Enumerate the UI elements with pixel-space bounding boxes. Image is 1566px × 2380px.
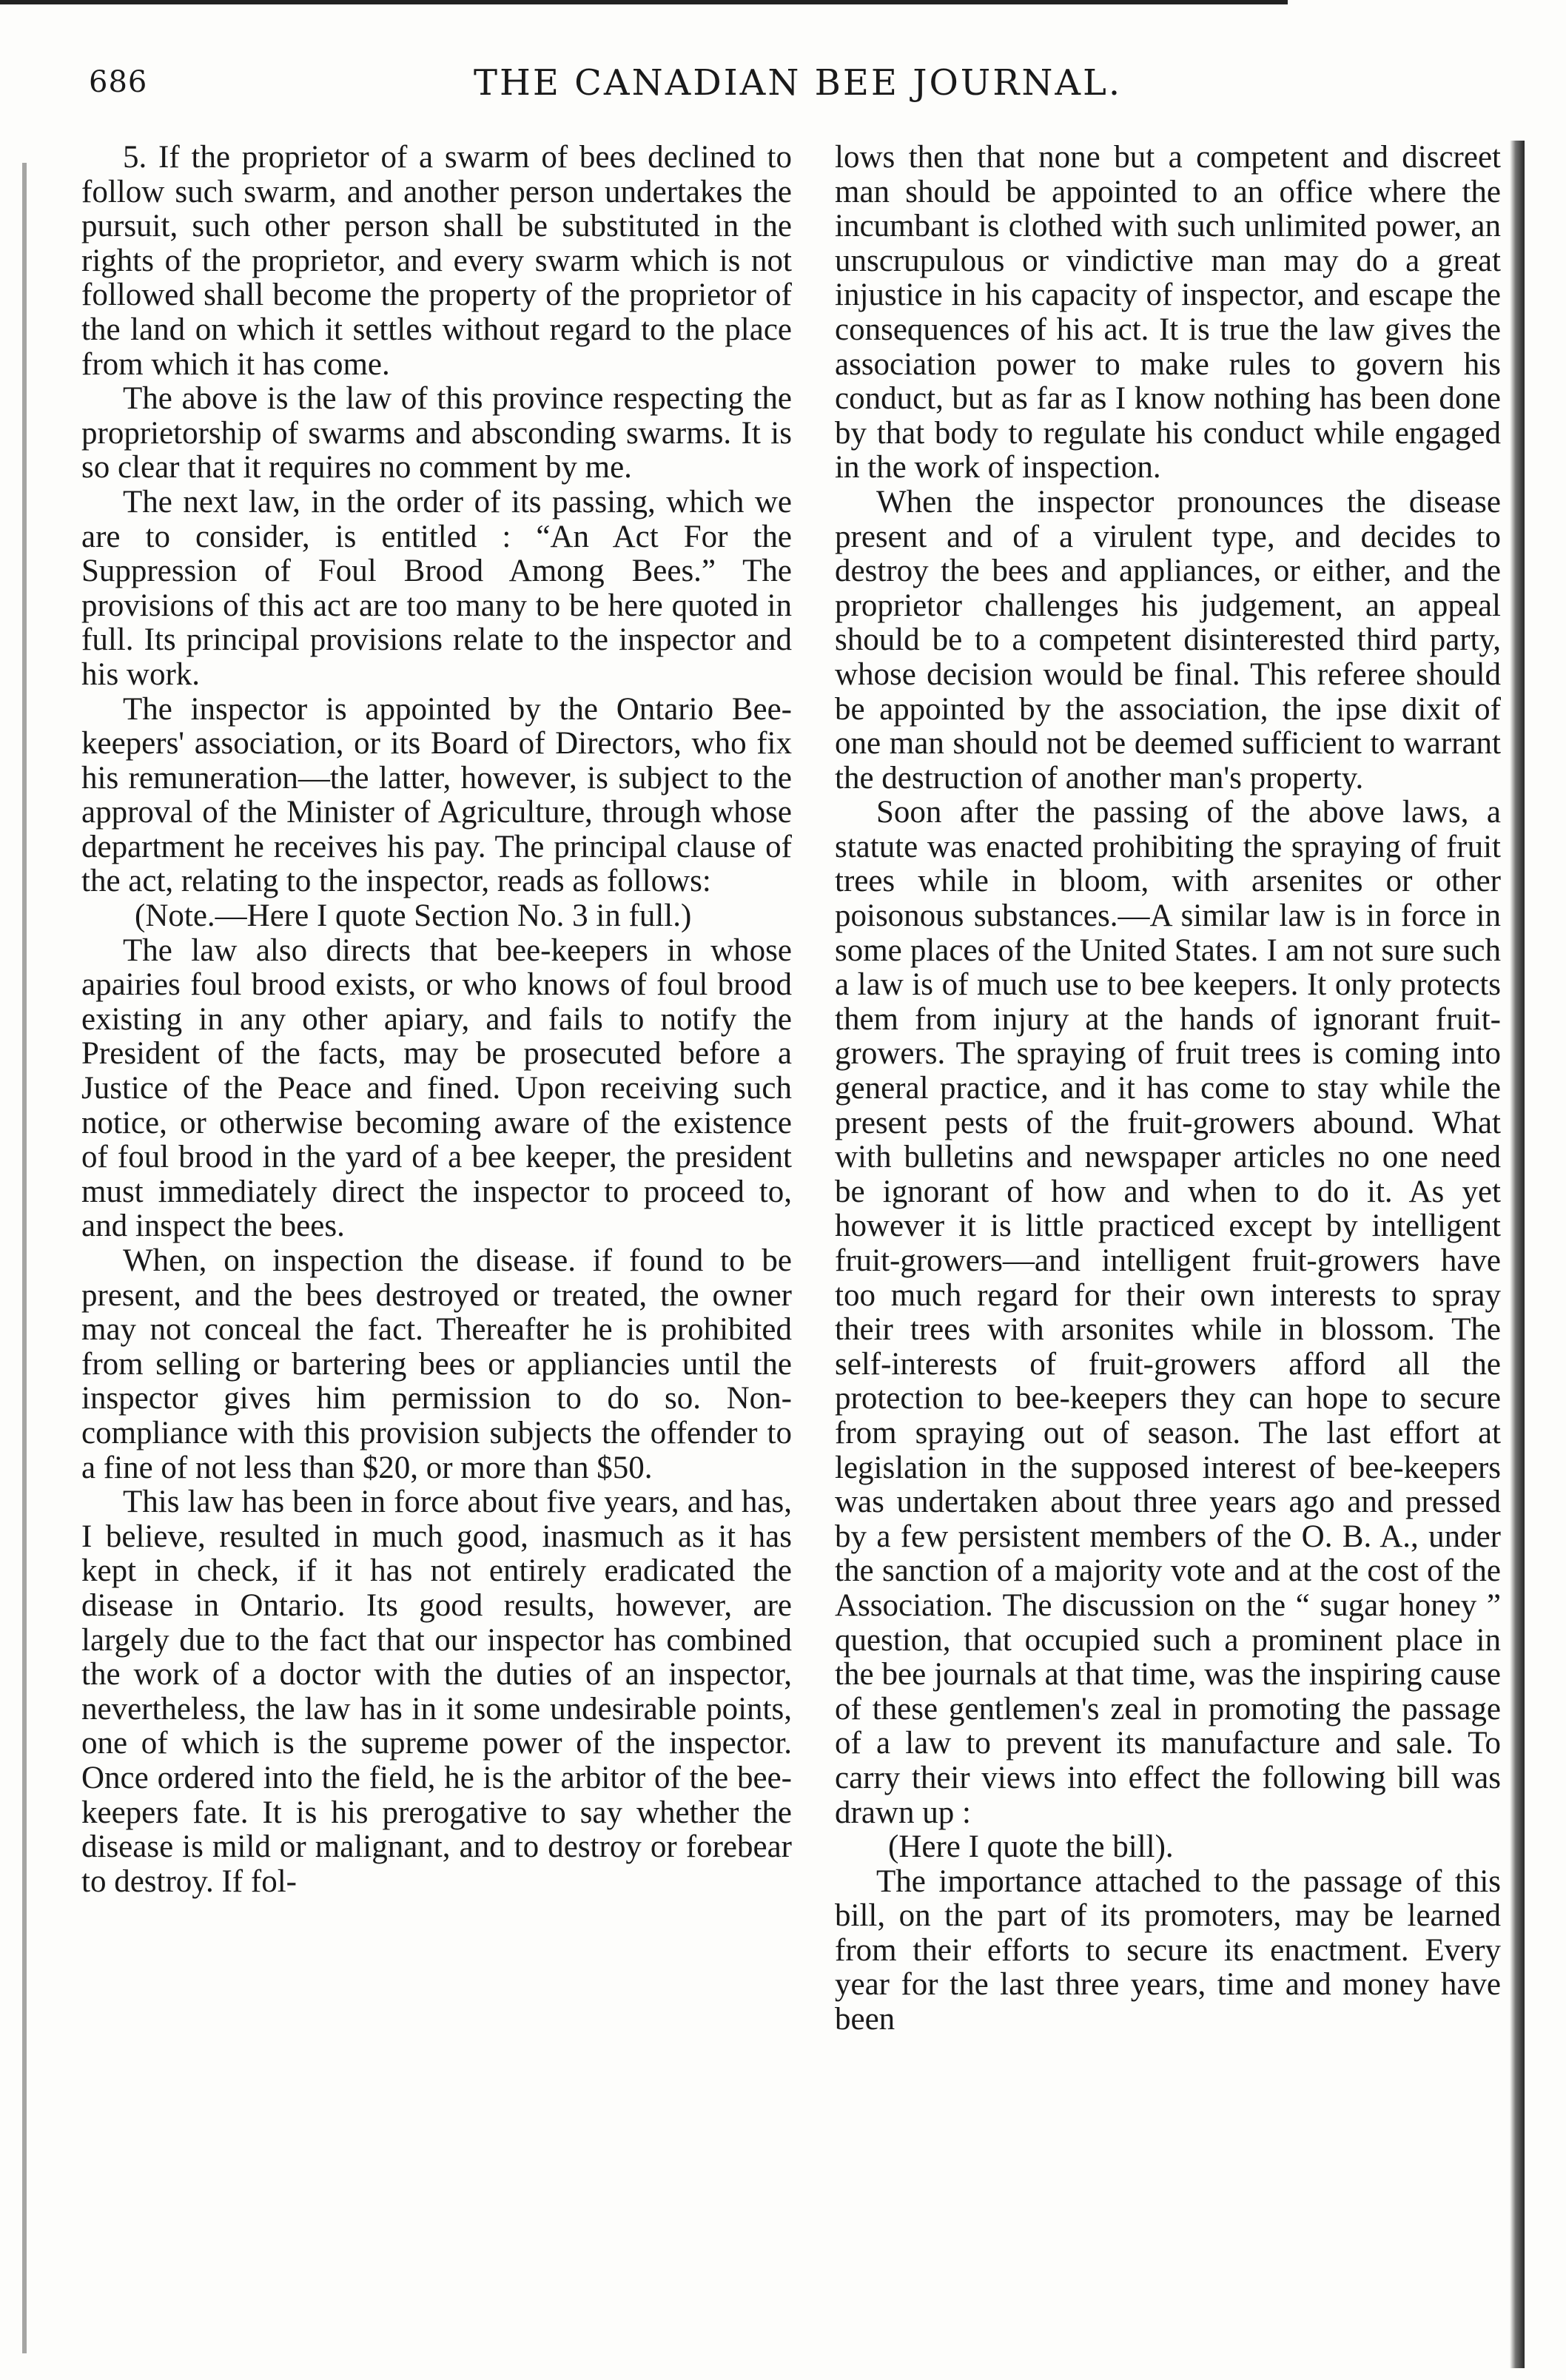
paragraph: 5. If the proprietor of a swarm of bees declined to follow such swarm, and another person undertakes the pursuit, such other person shall be substituted in the rights of the proprietor, and every swarm which is not followed shall become the property of the proprietor of the land on which it settles without regard to the place from which it has come. [81,140,792,382]
paragraph: The above is the law of this province respecting the proprietorship of swarms and absconding swarms. It is so clear that it requires no comment by me. [81,381,792,485]
paragraph: When, on inspection the disease. if found to be present, and the bees destroyed or treated, the owner may not conceal the fact. Thereafter he is prohibited from selling or bartering bees or appliancies until the inspector gives him permission to do so. Non-compliance with this provision subjects the offender to a fine of not less than $20, or more than $50. [81,1243,792,1485]
paragraph: The next law, in the order of its passing, which we are to consider, is entitled : “An Act For the Suppression of Foul Brood Among Bees.” The provisions of this act are too many to be here quoted in full. Its principal provisions relate to the inspector and his work. [81,484,792,692]
paragraph: When the inspector pronounces the disease present and of a virulent type, and decides to destroy the bees and appliances, or either, and the proprietor challenges his judgement, an appeal should be to a competent disinterested third party, whose decision would be final. This referee should be appointed by the association, the ipse dixit of one man should not be deemed sufficient to warrant the destruction of another man's property. [835,484,1501,796]
page-edge-right [1510,141,1525,2368]
note-paragraph: (Here I quote the bill). [888,1829,1174,1865]
paragraph: lows then that none but a competent and discreet man should be appointed to an office where the incumbant is clothed with such unlimited power, an unscrupulous or vindictive man may do a great injustice in his capacity of inspector, and escape the consequences of his act. It is true the law gives the association power to make rules to govern his conduct, but as far as I know nothing has been done by that body to regulate his conduct while engaged in the work of inspection. [835,140,1501,485]
paragraph: The inspector is appointed by the Ontario Bee-keepers' association, or its Board of Directors, who fix his remuneration—the latter, however, is subject to the approval of the Minister of Agriculture, through whose department he receives his pay. The principal clause of the act, relating to the inspector, reads as follows: [81,691,792,899]
paragraph: The importance attached to the passage of this bill, on the part of its promoters, may be learned from their efforts to secure its enactment. Every year for the last three years, time and money have been [835,1863,1501,2037]
note-paragraph: (Note.—Here I quote Section No. 3 in full.) [135,898,692,934]
paragraph: This law has been in force about five years, and has, I believe, resulted in much good, inasmuch as it has kept in check, if it has not entirely eradicated the disease in Ontario. Its good results, however, are largely due to the fact that our inspector has combined the work of a doctor with the duties of an inspector, nevertheless, the law has in it some undesirable points, one of which is the supreme power of the inspector. Once ordered into the field, he is the arbitor of the bee-keepers fate. It is his prerogative to say whether the disease is mild or malignant, and to destroy or forebear to destroy. If fol- [81,1485,792,1899]
journal-title: THE CANADIAN BEE JOURNAL. [474,62,1123,104]
left-column [81,141,792,1899]
page-header [89,62,1502,110]
paragraph: Soon after the passing of the above laws, a statute was enacted prohibiting the spraying of fruit trees while in bloom, with arsenites or other poisonous substances.—A similar law is in force in some places of the United States. I am not sure such a law is of much use to bee keepers. It only protects them from injury at the hands of ignorant fruit-growers. The spraying of fruit trees is coming into general practice, and it has come to stay while the present pests of the fruit-growers abound. What with bulletins and newspaper articles no one need be ignorant of how and when to do it. As yet however it is little practiced except by intelligent fruit-growers—and intelligent fruit-growers have too much regard for their own interests to spray their trees with arsonites while in blossom. The self-interests of fruit-growers afford all the protection to bee-keepers they can hope to secure from spraying out of season. The last effort at legislation in the supposed interest of bee-keepers was undertaken about three years ago and pressed by a few persistent members of the O. B. A., under the sanction of a majority vote and at the cost of the Association. The discussion on the “ sugar honey ” question, that occupied such a prominent place in the bee journals at that time, was the inspiring cause of these gentlemen's zeal in promoting the passage of a law to prevent its manufacture and sale. To carry their views into effect the following bill was drawn up : [835,795,1501,1830]
paragraph: The law also directs that bee-keepers in whose apairies foul brood exists, or who knows of foul brood existing in any other apiary, and fails to notify the President of the facts, may be prosecuted before a Justice of the Peace and fined. Upon receiving such notice, or otherwise becoming aware of the existence of foul brood in the yard of a bee keeper, the president must immediately direct the inspector to proceed to, and inspect the bees. [81,932,792,1244]
page-number: 686 [89,65,148,99]
page-edge-left [22,163,27,2353]
top-rule [0,0,1288,4]
right-column [835,141,1501,2037]
